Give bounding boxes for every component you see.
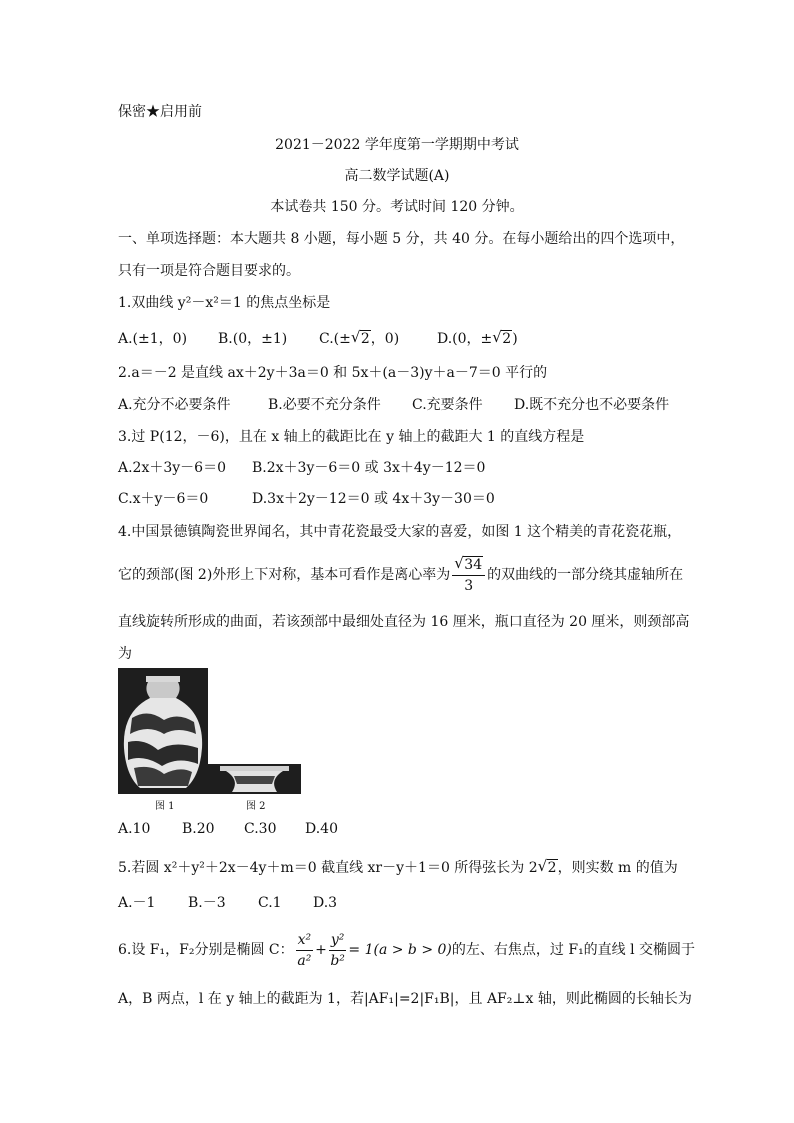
figure1-caption: 图 1 [155,801,175,812]
q4-line2: 它的颈部(图 2)外形上下对称，基本可看作是离心率为 √ $\frac{34}{3}$ 的双曲线的一部分绕其虚轴所在 [118,553,683,597]
q2-option-d: D.既不充分也不必要条件 [514,397,670,413]
q3-option-c: C.x＋y－6＝0 [118,491,209,507]
exam-info: 本试卷共 150 分。考试时间 120 分钟。 [270,199,524,215]
section-title-line2: 只有一项是符合题目要求的。 [118,263,300,279]
exam-title: 2021－2022 学年度第一学期期中考试 [275,137,519,153]
confidential-mark: 保密★启用前 [118,104,202,120]
section-title-line1: 一、单项选择题：本大题共 8 小题，每小题 5 分，共 40 分。在每小题给出的四个选项中， [118,231,685,247]
q2-stem: 2.a＝－2 是直线 ax＋2y＋3a＝0 和 5x＋(a－3)y＋a－7＝0 平行的 [118,365,548,381]
q6-line2: A，B 两点，l 在 y 轴上的截距为 1，若|AF₁|=2|F₁B|，且 AF₂⊥x 轴，则此椭圆的长轴长为 [118,991,692,1007]
subject-title: 高二数学试题(A) [344,168,450,184]
q3-option-b: B.2x＋3y－6＝0 或 3x＋4y－12＝0 [252,460,486,476]
q4-line4: 为 [118,646,132,662]
q1-option-d: D.(0，±√ 2) [437,330,518,348]
q4-option-c: C.30 [244,821,277,837]
q6-line1: 6.设 F₁，F₂分别是椭圆 C： $\frac{\text{x²}}{\text{a²}}$ + $\frac{\text{y²}}{\text{b²}}$ = 1(a > b > 0)的左、右焦点，过 F₁的直线 l 交椭圆于 [118,931,696,969]
q5-option-b: B.－3 [188,895,226,911]
q4-option-a: A.10 [118,821,151,837]
q1-option-c: C.(±√ 2，0) [319,330,399,348]
eccentricity-fraction: √ $\frac{34}{3}$ [452,555,485,596]
sqrt-symbol: √ 2 [538,859,558,877]
q3-stem: 3.过 P(12，－6)，且在 x 轴上的截距比在 y 轴上的截距大 1 的直线方程是 [118,429,585,445]
vase-neck-photo-figure2 [208,764,301,794]
q3-option-a: A.2x＋3y－6＝0 [118,460,226,476]
q1-stem: 1.双曲线 y²－x²＝1 的焦点坐标是 [118,295,331,311]
q5-option-a: A.－1 [118,895,156,911]
q4-option-b: B.20 [182,821,215,837]
fraction-y: $\frac{\text{y²}}{\text{b²}}$ [330,931,345,969]
fraction-x: $\frac{\text{x²}}{\text{a²}}$ [297,931,312,969]
q4-line3: 直线旋转所形成的曲面，若该颈部中最细处直径为 16 厘米，瓶口直径为 20 厘米，则颈部高 [118,614,690,630]
sqrt-symbol: √ 34 [454,555,483,575]
q2-option-a: A.充分不必要条件 [118,397,231,413]
vase-photo-figure1 [118,668,208,794]
q2-option-b: B.必要不充分条件 [268,397,381,413]
q1-option-a: A.(±1，0) [118,331,188,347]
figure2-caption: 图 2 [246,801,266,812]
q2-option-c: C.充要条件 [412,397,483,413]
q3-option-d: D.3x＋2y－12＝0 或 4x＋3y－30＝0 [252,491,495,507]
q5-option-c: C.1 [258,895,282,911]
sqrt-symbol: √ 2 [492,330,512,348]
q5-option-d: D.3 [313,895,338,911]
sqrt-symbol: √ 2 [351,330,371,348]
q5-stem: 5.若圆 x²＋y²＋2x－4y＋m＝0 截直线 xr－y＋1＝0 所得弦长为 2√ 2，则实数 m 的值为 [118,859,678,877]
q1-option-b: B.(0，±1) [218,331,288,347]
q4-line1: 4.中国景德镇陶瓷世界闻名，其中青花瓷最受大家的喜爱，如图 1 这个精美的青花瓷花瓶， [118,524,682,540]
q4-option-d: D.40 [305,821,338,837]
